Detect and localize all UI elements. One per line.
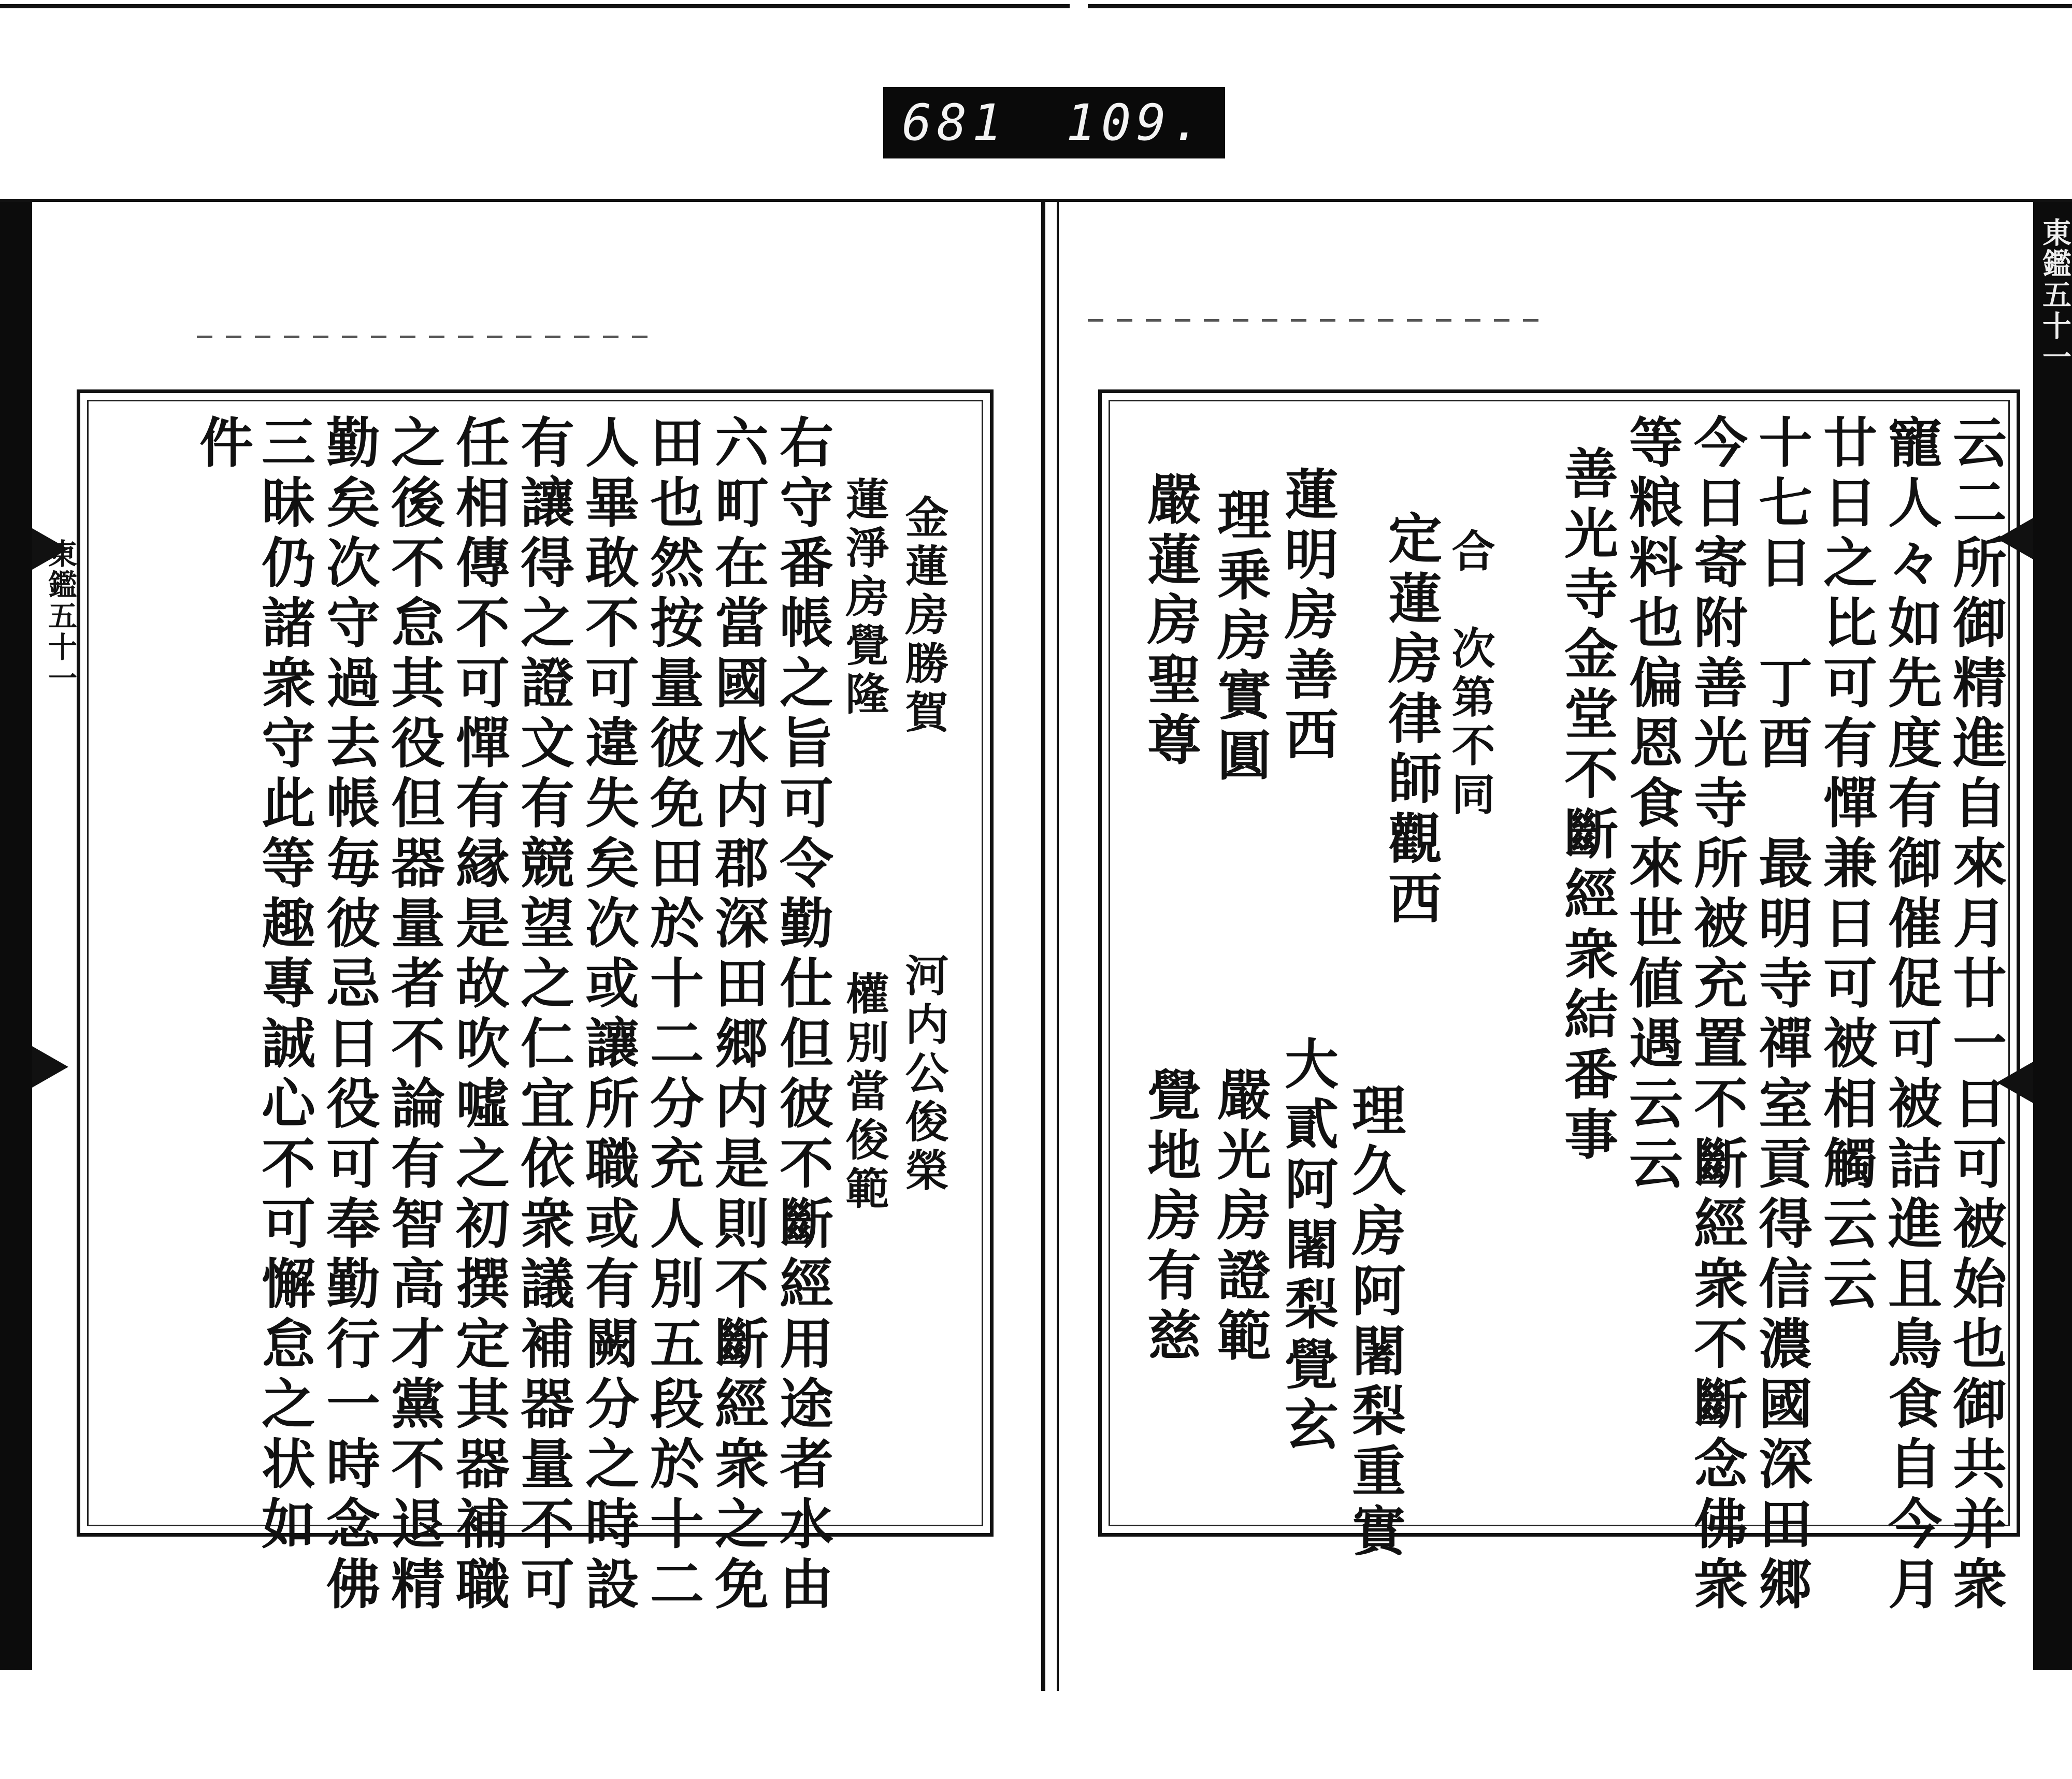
left-column-4: 權別當俊範 (839, 971, 890, 1214)
spine-rule-right (1057, 199, 1059, 1691)
right-column-8: 合 次第不同 (1445, 528, 1496, 820)
page-top-edge (0, 199, 2072, 202)
right-edge-tab-1 (1997, 518, 2033, 559)
left-column-8: 人畢敢不可違失矣次或讓所職或有闕分之時設 (576, 414, 640, 1616)
left-column-12: 勤矣次守過去帳毎彼忌日役可奉勤行一時念佛 (317, 414, 381, 1616)
right-column-14: 嚴光房證範 (1208, 1067, 1272, 1367)
right-column-6: 等粮料也偏恩食來世値遇云云 (1620, 414, 1684, 1195)
left-column-6: 六町在當國水内郡深田郷内是則不斷經衆之免 (706, 414, 769, 1616)
left-column-5: 右守番帳之旨可令勤仕但彼不斷經用途者水由 (770, 414, 834, 1616)
right-edge-tab-2 (1997, 1062, 2033, 1103)
top-rule-right (1088, 4, 2072, 8)
left-edge-title: 東鑑五十一 (44, 539, 78, 694)
left-column-2: 蓮淨房覺隆 (839, 476, 890, 720)
right-column-12: 大貳阿闍梨覺玄 (1275, 1036, 1339, 1456)
right-column-10: 理久房阿闍梨重實 (1343, 1082, 1406, 1563)
right-column-15: 嚴蓮房聖尊 (1138, 471, 1202, 772)
left-column-11: 之後不怠其役但器量者不論有智高才黨不退精 (382, 414, 445, 1616)
left-column-3: 河内公俊榮 (898, 953, 949, 1196)
top-rule-left (0, 4, 1070, 8)
ink-dots-left (197, 331, 974, 339)
right-edge-title: 東鑑五十一 (2038, 218, 2072, 373)
reel-label (883, 87, 1225, 158)
right-column-9: 定蓮房律師觀西 (1379, 510, 1443, 931)
reel-label-left: 681 (902, 94, 1008, 152)
right-column-2: 寵人々如先度有御催促可被詰進且鳥食自今月 (1879, 414, 1942, 1616)
right-column-13: 理乗房實圓 (1208, 487, 1272, 787)
left-edge-band (0, 199, 32, 1670)
reel-label-right: 109. (1066, 94, 1206, 152)
left-edge-tab-1 (32, 528, 68, 570)
spine-rule-left (1041, 199, 1045, 1691)
right-column-1: 云二所御精進自來月廿一日可被始也御共并衆 (1944, 414, 2007, 1616)
right-column-4: 十七日 丁酉 最明寺禪室貢得信濃國深田郷 (1749, 414, 1813, 1616)
left-column-9: 有讓得之證文有競望之仁宜依衆議補器量不可 (511, 414, 575, 1616)
right-column-7: 善光寺金堂不斷經衆結番事 (1555, 445, 1619, 1166)
left-column-7: 田也然按量彼免田於十二分充人別五段於十二 (641, 414, 704, 1616)
right-column-16: 覺地房有慈 (1138, 1067, 1202, 1367)
ink-dots-right (1088, 315, 1865, 322)
left-column-10: 任相傳不可憚有縁是故吹噓之初撰定其器補職 (447, 414, 510, 1616)
right-column-11: 蓮明房善西 (1275, 466, 1339, 766)
right-column-5: 今日寄附善光寺所被充置不斷經衆不斷念佛衆 (1685, 414, 1748, 1616)
left-column-1: 金蓮房勝賀 (898, 495, 949, 738)
left-column-14: 件 (190, 414, 254, 474)
left-edge-tab-2 (32, 1046, 68, 1088)
left-column-13: 三昧仍諸衆守此等趣專誠心不可懈怠之状如 (252, 414, 316, 1556)
right-column-3: 廿日之比可有憚兼日可被相觸云云 (1814, 414, 1878, 1315)
